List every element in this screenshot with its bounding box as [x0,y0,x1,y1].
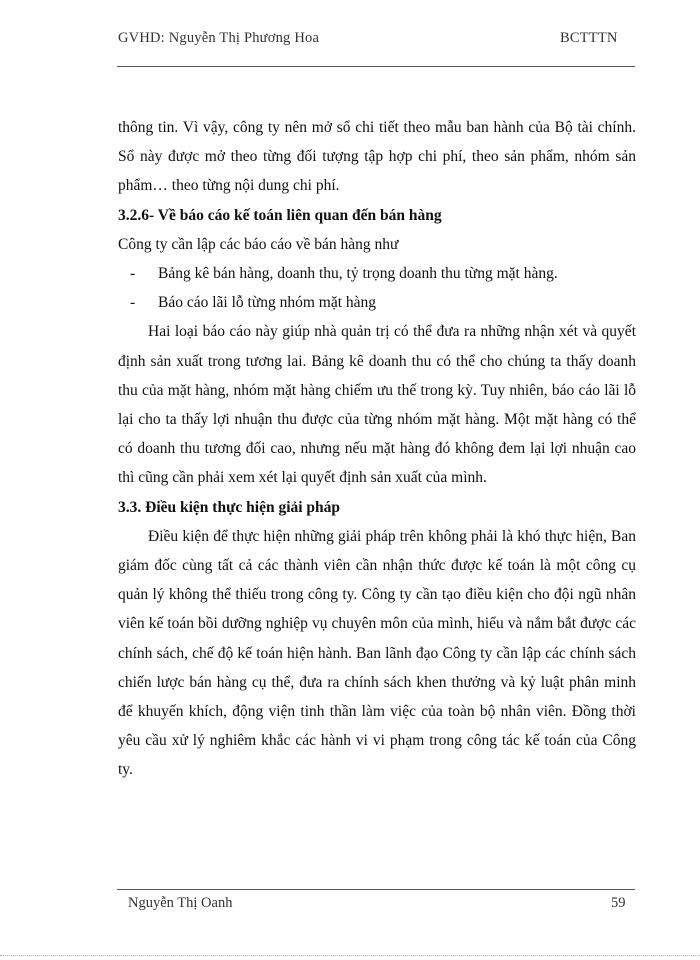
paragraph-report-benefits: Hai loại báo cáo này giúp nhà quản trị có thể đưa ra những nhận xét và quyết định sản xuất trong tương lai. Bảng kê doanh thu có thể cho chúng ta thấy doanh thu của mặt hàng, nhóm mặt hàng chiếm ưu thế trong kỳ. Tuy nhiên, báo cáo lãi lỗ lại cho ta thấy lợi nhuận thu được của từng nhóm mặt hàng. Một mặt hàng có thể có doanh thu tương đối cao, nhưng nếu mặt hàng đó không đem lại lợi nhuận cao thì cũng cần phải xem xét lại quyết định sản xuất của mình. [118,323,636,487]
header-report-code: BCTTTN [560,30,618,46]
page-body [118,113,636,785]
header-advisor: GVHD: Nguyễn Thị Phương Hoa [118,30,320,46]
paragraph-intro-reports: Công ty cần lập các báo cáo về bán hàng như [118,235,399,253]
section-heading-conditions: 3.3. Điều kiện thực hiện giải pháp [118,498,341,516]
bullet-marker: - [130,265,136,283]
footer-rule [117,889,635,890]
header-rule [117,66,635,67]
footer-author: Nguyễn Thị Oanh [128,895,233,911]
section-heading-sales-reports: 3.2.6- Về báo cáo kế toán liên quan đến bán hàng [118,206,442,224]
page-break-line [0,955,700,956]
bullet-text: Bảng kê bán hàng, doanh thu, tỷ trọng doanh thu từng mặt hàng. [158,265,558,283]
paragraph-continuation: thông tin. Vì vậy, công ty nên mở sổ chi tiết theo mẫu ban hành của Bộ tài chính. Sổ này được mở theo từng đối tượng tập hợp chi phí, theo sản phẩm, nhóm sản phẩm… theo từng nội dung chi phí. [118,119,636,195]
bullet-marker: - [130,294,136,312]
bullet-item [118,288,636,317]
paragraph-conditions: Điều kiện để thực hiện những giải pháp trên không phải là khó thực hiện, Ban giám đốc cùng tất cả các thành viên cần nhận thức được kế toán là một công cụ quản lý không thể thiếu trong công ty. Công ty cần tạo điều kiện cho đội ngũ nhân viên kế toán bồi dưỡng nghiệp vụ chuyên môn của mình, hiểu và nắm bắt được các chính sách, chế độ kế toán hiện hành. Ban lãnh đạo Công ty cần lập các chính sách chiến lược bán hàng cụ thể, đưa ra chính sách khen thưởng và kỷ luật phân minh để khuyến khích, động viện tinh thần làm việc của toàn bộ nhân viên. Đồng thời yêu cầu xử lý nghiêm khắc các hành vi vi phạm trong công tác kế toán của Công ty. [118,527,636,779]
bullet-item [118,259,636,288]
page-number: 59 [611,895,626,911]
bullet-text: Báo cáo lãi lỗ từng nhóm mặt hàng [158,294,377,312]
